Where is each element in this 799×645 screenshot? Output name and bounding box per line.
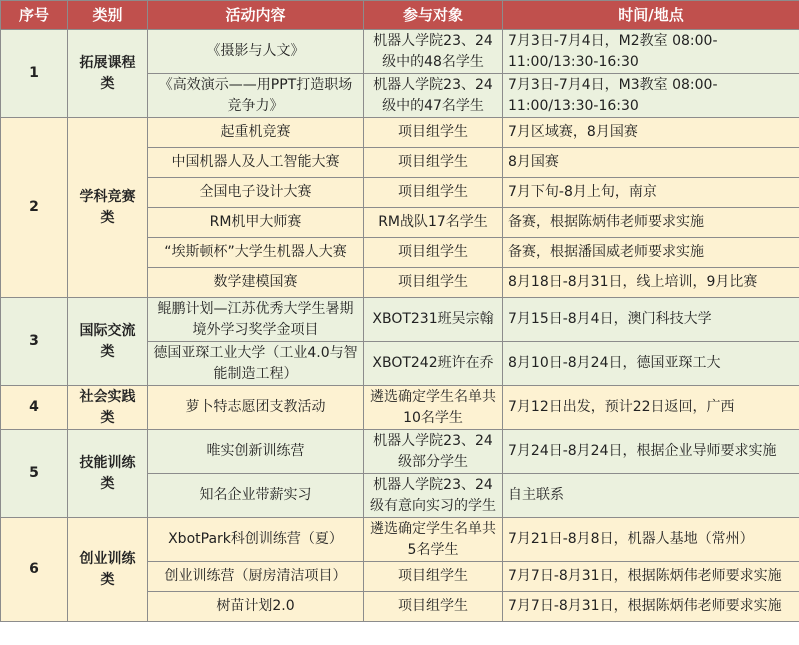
participants-cell: 机器人学院23、24级中的47名学生: [364, 74, 503, 118]
group-category: 创业训练类: [68, 518, 148, 622]
table-row: [1, 518, 799, 562]
participants-cell: 项目组学生: [364, 148, 503, 178]
participants-cell: 项目组学生: [364, 562, 503, 592]
participants-cell: 机器人学院23、24级中的48名学生: [364, 30, 503, 74]
time-place-cell: 7月3日-7月4日，M3教室 08:00-11:00/13:30-16:30: [503, 74, 799, 118]
group-category: 国际交流类: [68, 298, 148, 386]
header-activity: 活动内容: [148, 1, 364, 30]
participants-cell: 机器人学院23、24级有意向实习的学生: [364, 474, 503, 518]
time-place-cell: 7月7日-8月31日，根据陈炳伟老师要求实施: [503, 562, 799, 592]
header-row: [1, 1, 799, 30]
activity-cell: 中国机器人及人工智能大赛: [148, 148, 364, 178]
group-category: 拓展课程类: [68, 30, 148, 118]
header-index: 序号: [1, 1, 68, 30]
activity-cell: 德国亚琛工业大学（工业4.0与智能制造工程）: [148, 342, 364, 386]
activity-cell: 鲲鹏计划—江苏优秀大学生暑期境外学习奖学金项目: [148, 298, 364, 342]
time-place-cell: 8月18日-8月31日，线上培训，9月比赛: [503, 268, 799, 298]
group-category: 社会实践类: [68, 386, 148, 430]
group-index: 5: [1, 430, 68, 518]
group-category: 学科竞赛类: [68, 118, 148, 298]
time-place-cell: 7月15日-8月4日，澳门科技大学: [503, 298, 799, 342]
participants-cell: 遴选确定学生名单共10名学生: [364, 386, 503, 430]
participants-cell: XBOT231班吴宗翰: [364, 298, 503, 342]
time-place-cell: 7月24日-8月24日，根据企业导师要求实施: [503, 430, 799, 474]
header-participants: 参与对象: [364, 1, 503, 30]
participants-cell: RM战队17名学生: [364, 208, 503, 238]
activity-cell: 全国电子设计大赛: [148, 178, 364, 208]
activity-cell: 树苗计划2.0: [148, 592, 364, 622]
table-row: [1, 298, 799, 342]
participants-cell: 遴选确定学生名单共5名学生: [364, 518, 503, 562]
time-place-cell: 7月3日-7月4日，M2教室 08:00-11:00/13:30-16:30: [503, 30, 799, 74]
table-row: [1, 430, 799, 474]
group-index: 1: [1, 30, 68, 118]
participants-cell: 项目组学生: [364, 178, 503, 208]
time-place-cell: 7月12日出发，预计22日返回，广西: [503, 386, 799, 430]
activity-cell: 起重机竞赛: [148, 118, 364, 148]
table-row: [1, 30, 799, 74]
activity-cell: 《摄影与人文》: [148, 30, 364, 74]
table-row: [1, 118, 799, 148]
activity-cell: RM机甲大师赛: [148, 208, 364, 238]
time-place-cell: 7月区域赛，8月国赛: [503, 118, 799, 148]
time-place-cell: 7月7日-8月31日，根据陈炳伟老师要求实施: [503, 592, 799, 622]
activity-cell: 唯实创新训练营: [148, 430, 364, 474]
participants-cell: 项目组学生: [364, 118, 503, 148]
time-place-cell: 8月10日-8月24日，德国亚琛工大: [503, 342, 799, 386]
participants-cell: XBOT242班许在乔: [364, 342, 503, 386]
activity-cell: 《高效演示——用PPT打造职场竞争力》: [148, 74, 364, 118]
time-place-cell: 8月国赛: [503, 148, 799, 178]
time-place-cell: 备赛，根据潘国威老师要求实施: [503, 238, 799, 268]
activity-cell: XbotPark科创训练营（夏）: [148, 518, 364, 562]
group-category: 技能训练类: [68, 430, 148, 518]
activity-cell: 知名企业带薪实习: [148, 474, 364, 518]
group-index: 6: [1, 518, 68, 622]
participants-cell: 项目组学生: [364, 268, 503, 298]
group-index: 3: [1, 298, 68, 386]
time-place-cell: 7月21日-8月8日，机器人基地（常州）: [503, 518, 799, 562]
activity-cell: 数学建模国赛: [148, 268, 364, 298]
participants-cell: 项目组学生: [364, 238, 503, 268]
time-place-cell: 备赛，根据陈炳伟老师要求实施: [503, 208, 799, 238]
time-place-cell: 7月下旬-8月上旬，南京: [503, 178, 799, 208]
participants-cell: 项目组学生: [364, 592, 503, 622]
time-place-cell: 自主联系: [503, 474, 799, 518]
participants-cell: 机器人学院23、24级部分学生: [364, 430, 503, 474]
table-row: [1, 386, 799, 430]
header-category: 类别: [68, 1, 148, 30]
activity-cell: “埃斯顿杯”大学生机器人大赛: [148, 238, 364, 268]
header-time-place: 时间/地点: [503, 1, 799, 30]
group-index: 4: [1, 386, 68, 430]
group-index: 2: [1, 118, 68, 298]
activity-cell: 创业训练营（厨房清洁项目）: [148, 562, 364, 592]
activity-cell: 萝卜特志愿团支教活动: [148, 386, 364, 430]
